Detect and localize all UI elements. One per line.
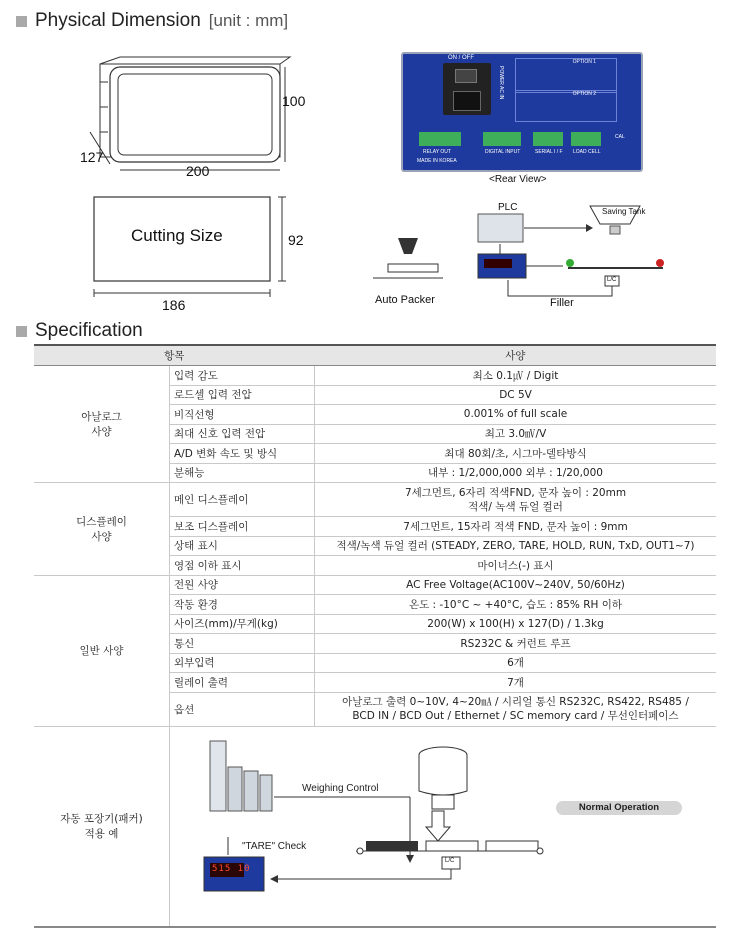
- row-item: 통신: [170, 634, 315, 654]
- row-value: AC Free Voltage(AC100V~240V, 50/60Hz): [315, 575, 717, 595]
- rear-view-caption: <Rear View>: [489, 174, 547, 185]
- row-item: 전원 사양: [170, 575, 315, 595]
- example-lc-label: L/C: [445, 857, 455, 864]
- rear-power-label: POWER AC IN: [498, 66, 504, 100]
- rear-relay-label: RELAY OUT: [423, 149, 451, 155]
- plc-label: PLC: [498, 202, 518, 213]
- example-diagram-cell: [170, 726, 717, 927]
- dim-width-label: 200: [186, 163, 210, 179]
- row-value: 온도 : -10°C ~ +40°C, 습도 : 85% RH 이하: [315, 595, 717, 615]
- example-diagram: [170, 727, 716, 926]
- section-title-spec: [16, 320, 143, 342]
- row-value: DC 5V: [315, 385, 717, 405]
- group-analog: 아날로그 사양: [34, 366, 170, 483]
- saving-tank-label: Saving Tank: [602, 207, 646, 216]
- row-item: 상태 표시: [170, 536, 315, 556]
- row-value: RS232C & 커런트 루프: [315, 634, 717, 654]
- section-title-dimension: [16, 10, 288, 32]
- indicator-display: 515 10: [212, 863, 251, 874]
- row-item: 사이즈(mm)/무게(kg): [170, 614, 315, 634]
- row-value: 6개: [315, 653, 717, 673]
- ac-inlet-icon: [453, 91, 481, 111]
- row-item: 메인 디스플레이: [170, 483, 315, 517]
- row-value: 7세그먼트, 6자리 적색FND, 문자 높이 : 20mm 적색/ 녹색 듀얼 컬러: [315, 483, 717, 517]
- row-item: 옵션: [170, 692, 315, 726]
- rear-cal-label: CAL: [615, 134, 625, 140]
- cutting-size-drawing: [90, 195, 305, 305]
- group-example: 자동 포장기(패커) 적용 예: [34, 726, 170, 927]
- dim-height-label: 100: [282, 93, 306, 109]
- row-item: 작동 환경: [170, 595, 315, 615]
- row-item: 외부입력: [170, 653, 315, 673]
- cut-height-label: 92: [288, 232, 304, 248]
- packer-lc-label: L/C: [607, 277, 617, 283]
- row-value: 내부 : 1/2,000,000 외부 : 1/20,000: [315, 463, 717, 483]
- rear-digital-label: DIGITAL INPUT: [485, 149, 521, 155]
- serial-terminal: [533, 132, 563, 146]
- option1-slot: [515, 58, 617, 93]
- row-value: 적색/녹색 듀얼 컬러 (STEADY, ZERO, TARE, HOLD, RUN, TxD, OUT1~7): [315, 536, 717, 556]
- table-row: [34, 575, 716, 595]
- auto-packer-label: Auto Packer: [375, 294, 435, 306]
- filler-label: Filler: [550, 297, 574, 309]
- row-item: 로드셀 입력 전압: [170, 385, 315, 405]
- row-item: 릴레이 출력: [170, 673, 315, 693]
- rear-view-panel: [401, 52, 643, 172]
- row-item: 분해능: [170, 463, 315, 483]
- row-value: 최대 80회/초, 시그마-델타방식: [315, 444, 717, 464]
- load-cell-terminal: [571, 132, 601, 146]
- dimension-title: Physical Dimension: [35, 10, 201, 31]
- bullet-square-icon: [16, 16, 27, 27]
- row-value: 7세그먼트, 15자리 적색 FND, 문자 높이 : 9mm: [315, 517, 717, 537]
- group-general: 일반 사양: [34, 575, 170, 726]
- spec-table: [34, 344, 716, 928]
- relay-out-terminal: [419, 132, 461, 146]
- header-item: 항목: [34, 345, 315, 366]
- row-item: 비직선형: [170, 405, 315, 425]
- table-row: [34, 726, 716, 927]
- row-value: 아날로그 출력 0~10V, 4~20㎃ / 시리얼 통신 RS232C, RS422, RS485 / BCD IN / BCD Out / Ethernet / SC memory card / 무선인터페이스: [315, 692, 717, 726]
- header-value: 사양: [315, 345, 717, 366]
- row-item: 최대 신호 입력 전압: [170, 424, 315, 444]
- tare-check-label: "TARE" Check: [242, 840, 307, 852]
- rear-serial-label: SERIAL I / F: [535, 149, 563, 155]
- spec-title: Specification: [35, 320, 143, 341]
- digital-input-terminal: [483, 132, 521, 146]
- row-item: 입력 감도: [170, 366, 315, 386]
- row-item: 영점 이하 표시: [170, 556, 315, 576]
- power-switch-icon: [455, 69, 477, 83]
- rear-load-label: LOAD CELL: [573, 149, 601, 155]
- row-value: 200(W) x 100(H) x 127(D) / 1.3kg: [315, 614, 717, 634]
- rear-option2-label: OPTION 2: [572, 91, 596, 97]
- row-item: A/D 변화 속도 및 방식: [170, 444, 315, 464]
- row-value: 0.001% of full scale: [315, 405, 717, 425]
- option2-slot: [515, 90, 617, 122]
- row-value: 최소 0.1㎶ / Digit: [315, 366, 717, 386]
- row-value: 7개: [315, 673, 717, 693]
- row-value: 최고 3.0㎷/V: [315, 424, 717, 444]
- power-socket: [443, 63, 491, 115]
- cutting-size-label: Cutting Size: [131, 226, 223, 245]
- bullet-square-icon: [16, 326, 27, 337]
- cut-width-label: 186: [162, 297, 186, 313]
- dim-depth-label: 127: [80, 149, 104, 165]
- normal-operation-label: Normal Operation: [578, 801, 660, 813]
- rear-made-label: MADE IN KOREA: [417, 158, 457, 164]
- table-row: [34, 366, 716, 386]
- table-row: [34, 483, 716, 517]
- rear-onoff-label: ON / OFF: [448, 55, 474, 61]
- rear-option1-label: OPTION 1: [572, 59, 596, 65]
- table-header-row: [34, 345, 716, 366]
- row-value: 마이너스(-) 표시: [315, 556, 717, 576]
- dimension-unit: [unit : mm]: [208, 11, 289, 30]
- group-display: 디스플레이 사양: [34, 483, 170, 576]
- weighing-control-label: Weighing Control: [302, 782, 379, 794]
- row-item: 보조 디스플레이: [170, 517, 315, 537]
